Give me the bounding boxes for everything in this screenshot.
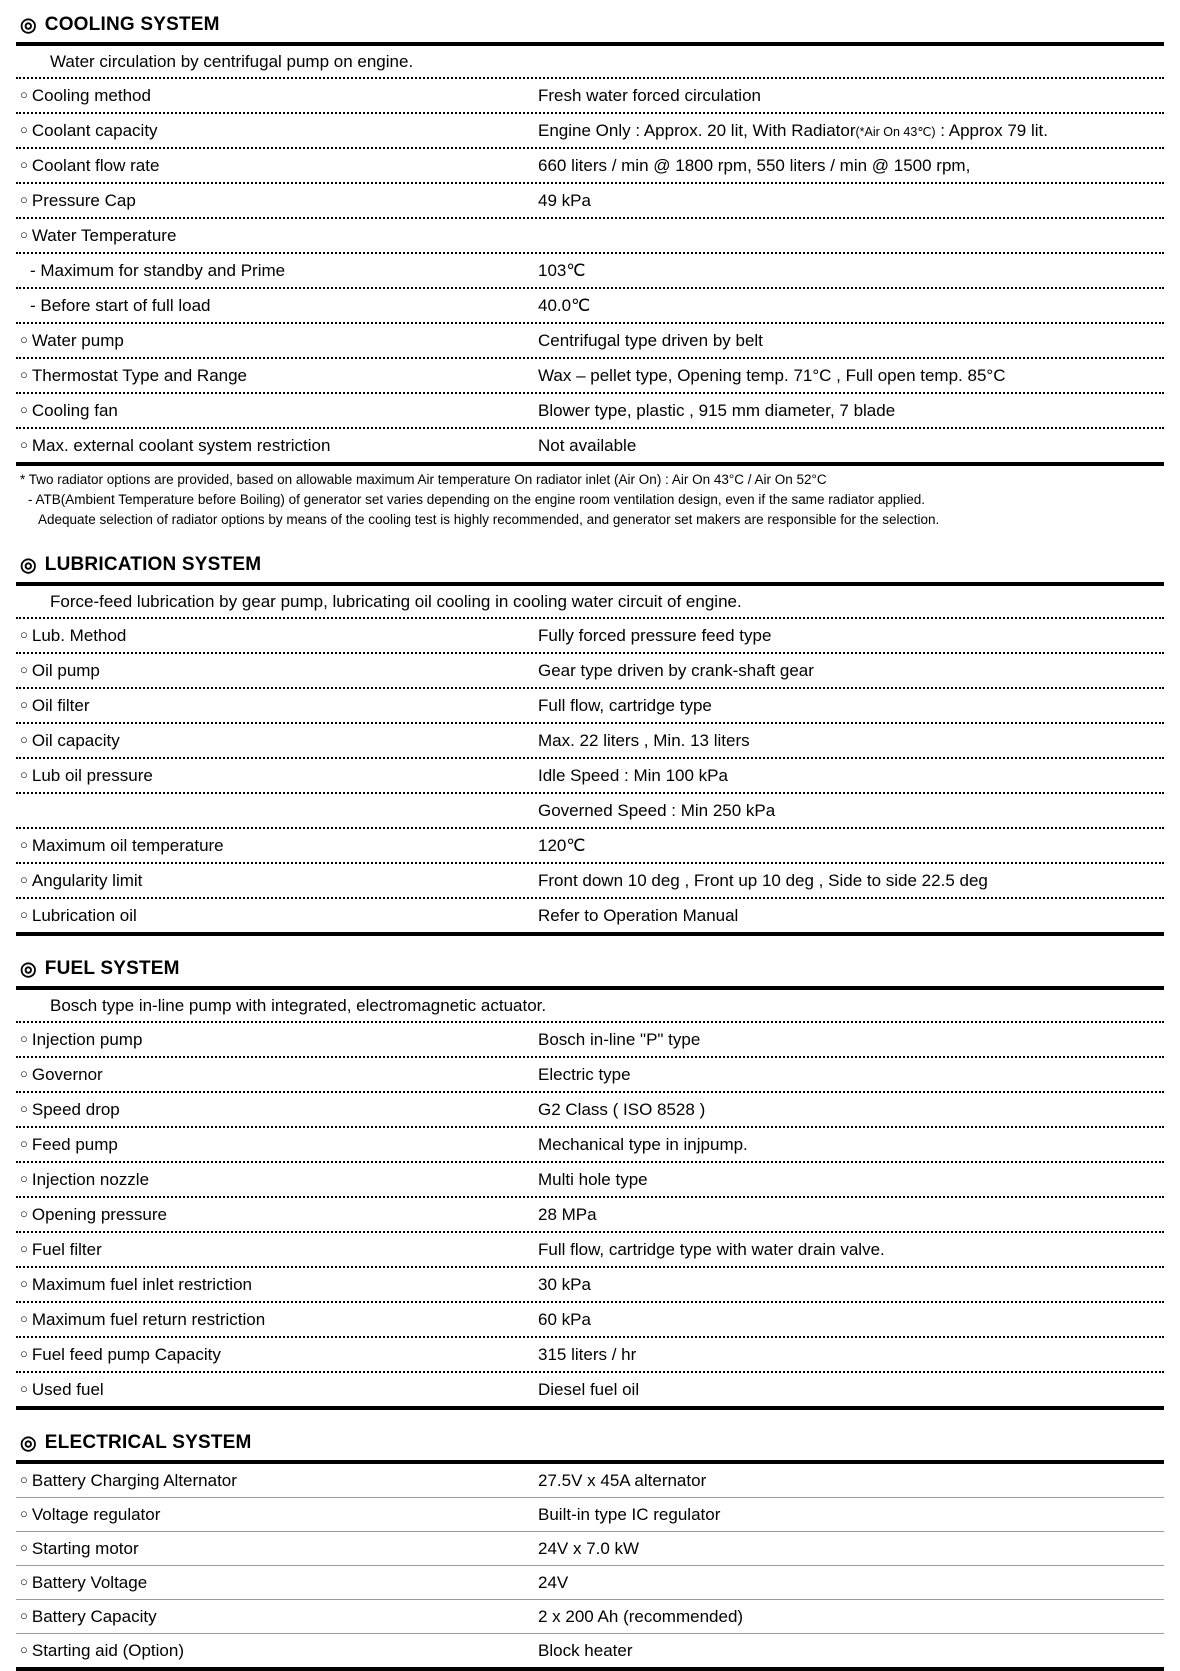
row-value-cell (538, 1135, 1164, 1155)
row-label-cell (16, 366, 538, 386)
row-value: Fresh water forced circulation (538, 85, 761, 105)
row-bullet-icon: ○ (20, 1608, 28, 1623)
spec-row (16, 1058, 1164, 1093)
row-value-cell (538, 86, 1164, 106)
row-bullet-icon: ○ (20, 367, 28, 382)
row-value: Built-in type IC regulator (538, 1504, 721, 1524)
row-value-cell (538, 156, 1164, 176)
row-label-cell (16, 1607, 538, 1627)
row-label: Battery Capacity (31, 1606, 157, 1626)
row-value: Front down 10 deg , Front up 10 deg , Side to side 22.5 deg (538, 870, 988, 890)
row-value: Multi hole type (538, 1169, 648, 1189)
row-label-cell (16, 1275, 538, 1295)
row-label: - Maximum for standby and Prime (30, 260, 286, 280)
row-label-cell (16, 1205, 538, 1225)
row-label-cell (16, 1100, 538, 1120)
row-bullet-icon: ○ (20, 662, 28, 677)
section-footnotes (16, 466, 1164, 532)
row-label: Starting motor (31, 1538, 139, 1558)
row-value-cell (538, 121, 1164, 141)
row-label-cell (16, 1471, 538, 1491)
section-intro-text: Bosch type in-line pump with integrated, electromagnetic actuator. (50, 995, 547, 1015)
row-label-cell (16, 1539, 538, 1559)
row-value-cell (538, 696, 1164, 716)
row-bullet-icon: ○ (20, 1574, 28, 1589)
row-bullet-icon: ○ (20, 87, 28, 102)
row-label: Voltage regulator (31, 1504, 161, 1524)
section-title: COOLING SYSTEM (44, 14, 220, 35)
row-bullet-icon: ○ (20, 437, 28, 452)
spec-row (16, 149, 1164, 184)
row-label-cell (16, 836, 538, 856)
row-value-cell (538, 401, 1164, 421)
row-value: 27.5V x 45A alternator (538, 1470, 707, 1490)
row-value-cell (538, 1065, 1164, 1085)
row-label-cell (16, 121, 538, 141)
row-value-cell (538, 1573, 1164, 1593)
row-bullet-icon: ○ (20, 1381, 28, 1396)
row-label: Pressure Cap (31, 190, 136, 210)
spec-row (16, 254, 1164, 289)
row-label: Maximum fuel inlet restriction (31, 1274, 252, 1294)
row-value: Mechanical type in injpump. (538, 1134, 748, 1154)
row-value: Wax – pellet type, Opening temp. 71°C , Full open temp. 85°C (538, 365, 1006, 385)
row-label-cell (16, 871, 538, 891)
row-value: 30 kPa (538, 1274, 591, 1294)
row-label-cell (16, 661, 538, 681)
row-value: Blower type, plastic , 915 mm diameter, 7 blade (538, 400, 896, 420)
spec-row (16, 1498, 1164, 1532)
spec-row (16, 1464, 1164, 1498)
row-label: Coolant flow rate (31, 155, 160, 175)
row-label: Speed drop (31, 1099, 120, 1119)
row-value: Centrifugal type driven by belt (538, 330, 763, 350)
spec-row (16, 1566, 1164, 1600)
row-value: 28 MPa (538, 1204, 597, 1224)
row-value-cell (538, 1030, 1164, 1050)
row-value: Refer to Operation Manual (538, 905, 739, 925)
row-bullet-icon: ○ (20, 1506, 28, 1521)
row-value-cell (538, 1170, 1164, 1190)
row-value-tail: : Approx 79 lit. (935, 120, 1048, 140)
row-bullet-icon: ○ (20, 1642, 28, 1657)
row-value: 24V x 7.0 kW (538, 1538, 640, 1558)
row-label: Cooling method (31, 85, 151, 105)
spec-row (16, 1338, 1164, 1373)
row-label: Opening pressure (31, 1204, 167, 1224)
section-bullet-icon: ◎ (20, 554, 37, 576)
row-value-cell (538, 1380, 1164, 1400)
row-label: Oil capacity (31, 730, 120, 750)
spec-row (16, 1532, 1164, 1566)
section-bullet-icon: ◎ (20, 958, 37, 980)
row-value: Bosch in-line "P" type (538, 1029, 701, 1049)
row-bullet-icon: ○ (20, 1472, 28, 1487)
row-value-cell (538, 1505, 1164, 1525)
row-value-cell (538, 261, 1164, 281)
row-value-cell (538, 766, 1164, 786)
row-label: Oil filter (31, 695, 90, 715)
row-value-cell (538, 366, 1164, 386)
row-label-cell (16, 86, 538, 106)
row-label: Feed pump (31, 1134, 118, 1154)
section-header-fuel (16, 954, 1164, 984)
row-value-cell (538, 1310, 1164, 1330)
spec-row (16, 184, 1164, 219)
row-label-cell (16, 1135, 538, 1155)
row-label: Starting aid (Option) (31, 1640, 184, 1660)
section-intro-text: Force-feed lubrication by gear pump, lubricating oil cooling in cooling water circuit of engine. (50, 591, 742, 611)
row-value: 60 kPa (538, 1309, 591, 1329)
spec-row (16, 724, 1164, 759)
section-intro (16, 990, 1164, 1023)
row-label-cell (16, 906, 538, 926)
row-value-cell (538, 1539, 1164, 1559)
row-label-cell (16, 226, 538, 246)
row-bullet-icon: ○ (20, 837, 28, 852)
spec-row (16, 899, 1164, 932)
row-label: Maximum fuel return restriction (31, 1309, 266, 1329)
row-label-cell (16, 1641, 538, 1661)
spec-row (16, 79, 1164, 114)
row-label: Lub oil pressure (31, 765, 153, 785)
row-bullet-icon: ○ (20, 872, 28, 887)
row-value-cell (538, 871, 1164, 891)
row-label-cell (16, 261, 538, 281)
row-label-cell (16, 296, 538, 316)
row-label: Injection nozzle (31, 1169, 150, 1189)
spec-row (16, 114, 1164, 149)
section-gap (16, 1410, 1164, 1428)
row-label: Battery Charging Alternator (31, 1470, 237, 1490)
spec-row (16, 1634, 1164, 1667)
section-header-electrical (16, 1428, 1164, 1458)
row-label-cell (16, 1380, 538, 1400)
row-value: Fully forced pressure feed type (538, 625, 772, 645)
row-value-cell (538, 801, 1164, 821)
row-label: Governor (31, 1064, 103, 1084)
row-bullet-icon: ○ (20, 697, 28, 712)
row-label-cell (16, 766, 538, 786)
spec-row (16, 1093, 1164, 1128)
row-label: Fuel feed pump Capacity (31, 1344, 221, 1364)
row-value: Gear type driven by crank-shaft gear (538, 660, 814, 680)
row-label: Used fuel (31, 1379, 104, 1399)
row-value: 2 x 200 Ah (recommended) (538, 1606, 744, 1626)
footnote-line: * Two radiator options are provided, based on allowable maximum Air temperature On radiator inlet (Air On) : Air On 43°C / Air On 52°C (20, 472, 827, 487)
section-bullet-icon: ◎ (20, 14, 37, 36)
row-bullet-icon: ○ (20, 1136, 28, 1151)
row-bullet-icon: ○ (20, 1206, 28, 1221)
row-value: 40.0℃ (538, 295, 591, 315)
spec-row (16, 1233, 1164, 1268)
row-value-cell (538, 906, 1164, 926)
row-label-cell (16, 1310, 538, 1330)
row-label-cell (16, 1030, 538, 1050)
row-value: Block heater (538, 1640, 633, 1660)
row-bullet-icon: ○ (20, 332, 28, 347)
row-bullet-icon: ○ (20, 1311, 28, 1326)
spec-row (16, 794, 1164, 829)
row-bullet-icon: ○ (20, 1241, 28, 1256)
row-label: Coolant capacity (31, 120, 158, 140)
row-value-cell (538, 1607, 1164, 1627)
row-label: Water pump (31, 330, 124, 350)
section-header-lubrication (16, 550, 1164, 580)
spec-row (16, 1268, 1164, 1303)
spec-row (16, 1600, 1164, 1634)
row-bullet-icon: ○ (20, 767, 28, 782)
row-value: 103℃ (538, 260, 586, 280)
spec-row (16, 1128, 1164, 1163)
section-gap (16, 532, 1164, 550)
row-value: Max. 22 liters , Min. 13 liters (538, 730, 750, 750)
row-value-cell (538, 436, 1164, 456)
row-label-cell (16, 1170, 538, 1190)
section-intro (16, 46, 1164, 79)
row-value-cell (538, 1240, 1164, 1260)
row-value-cell (538, 1205, 1164, 1225)
spec-row (16, 1303, 1164, 1338)
row-bullet-icon: ○ (20, 732, 28, 747)
row-value-cell (538, 331, 1164, 351)
section-title: FUEL SYSTEM (44, 958, 180, 979)
spec-row (16, 1023, 1164, 1058)
spec-row (16, 219, 1164, 254)
row-label: - Before start of full load (30, 295, 211, 315)
row-value: 120℃ (538, 835, 586, 855)
row-value: Electric type (538, 1064, 631, 1084)
row-value: 49 kPa (538, 190, 591, 210)
spec-row (16, 829, 1164, 864)
row-bullet-icon: ○ (20, 1031, 28, 1046)
row-bullet-icon: ○ (20, 227, 28, 242)
row-bullet-icon: ○ (20, 192, 28, 207)
spec-row (16, 689, 1164, 724)
row-value: 24V (538, 1572, 569, 1592)
spec-row (16, 1198, 1164, 1233)
section-title: LUBRICATION SYSTEM (44, 554, 262, 575)
row-label: Thermostat Type and Range (31, 365, 248, 385)
row-label-cell (16, 156, 538, 176)
row-value-cell (538, 191, 1164, 211)
row-bullet-icon: ○ (20, 907, 28, 922)
row-label-cell (16, 696, 538, 716)
row-bullet-icon: ○ (20, 1066, 28, 1081)
row-label-cell (16, 731, 538, 751)
section-intro-text: Water circulation by centrifugal pump on engine. (50, 51, 414, 71)
row-bullet-icon: ○ (20, 1101, 28, 1116)
row-label-cell (16, 1573, 538, 1593)
row-value-cell (538, 1275, 1164, 1295)
spec-row (16, 1373, 1164, 1406)
row-bullet-icon: ○ (20, 157, 28, 172)
row-label: Lubrication oil (31, 905, 137, 925)
row-label: Injection pump (31, 1029, 143, 1049)
row-value-note: (*Air On 43℃) (855, 124, 936, 139)
row-label-cell (16, 191, 538, 211)
row-label-cell (16, 436, 538, 456)
spec-row (16, 359, 1164, 394)
row-label: Fuel filter (31, 1239, 102, 1259)
row-bullet-icon: ○ (20, 627, 28, 642)
row-value: 660 liters / min @ 1800 rpm, 550 liters / min @ 1500 rpm, (538, 155, 971, 175)
row-label: Max. external coolant system restriction (31, 435, 331, 455)
spec-row (16, 864, 1164, 899)
row-value: Engine Only : Approx. 20 lit, With Radiator (538, 120, 856, 140)
section-bullet-icon: ◎ (20, 1432, 37, 1454)
row-label-cell (16, 1065, 538, 1085)
row-value: Not available (538, 435, 637, 455)
row-value: Governed Speed : Min 250 kPa (538, 800, 776, 820)
row-bullet-icon: ○ (20, 1276, 28, 1291)
row-value-cell (538, 1471, 1164, 1491)
row-bullet-icon: ○ (20, 122, 28, 137)
section-bottom-rule (16, 1667, 1164, 1671)
section-gap (16, 936, 1164, 954)
row-value: G2 Class ( ISO 8528 ) (538, 1099, 706, 1119)
section-header-cooling (16, 10, 1164, 40)
spec-row (16, 759, 1164, 794)
row-value: Idle Speed : Min 100 kPa (538, 765, 728, 785)
row-value-cell (538, 626, 1164, 646)
row-value-cell (538, 661, 1164, 681)
row-label: Angularity limit (31, 870, 143, 890)
section-intro (16, 586, 1164, 619)
row-label-cell (16, 401, 538, 421)
spec-row (16, 619, 1164, 654)
row-bullet-icon: ○ (20, 402, 28, 417)
row-bullet-icon: ○ (20, 1540, 28, 1555)
footnote-line: - ATB(Ambient Temperature before Boiling) of generator set varies depending on the engine room ventilation design, even if the same radiator applied. (28, 492, 926, 507)
spec-row (16, 324, 1164, 359)
row-label: Lub. Method (31, 625, 127, 645)
spec-row (16, 654, 1164, 689)
row-label-cell (16, 626, 538, 646)
row-label-cell (16, 1345, 538, 1365)
row-bullet-icon: ○ (20, 1346, 28, 1361)
row-label: Maximum oil temperature (31, 835, 224, 855)
row-value: 315 liters / hr (538, 1344, 637, 1364)
footnote-line: Adequate selection of radiator options by means of the cooling test is highly recommended, and generator set makers are responsible for the selection. (38, 512, 940, 527)
spec-row (16, 1163, 1164, 1198)
row-label-cell (16, 331, 538, 351)
row-value-cell (538, 836, 1164, 856)
row-label: Oil pump (31, 660, 100, 680)
row-value-cell (538, 1641, 1164, 1661)
spec-row (16, 429, 1164, 462)
spec-row (16, 394, 1164, 429)
row-label: Battery Voltage (31, 1572, 148, 1592)
row-value: Full flow, cartridge type with water drain valve. (538, 1239, 885, 1259)
row-label-cell (16, 1505, 538, 1525)
row-value: Diesel fuel oil (538, 1379, 640, 1399)
section-title: ELECTRICAL SYSTEM (44, 1432, 252, 1453)
row-value-cell (538, 731, 1164, 751)
row-value-cell (538, 1345, 1164, 1365)
row-label: Water Temperature (31, 225, 177, 245)
spec-row (16, 289, 1164, 324)
row-bullet-icon: ○ (20, 1171, 28, 1186)
row-label: Cooling fan (31, 400, 118, 420)
row-label-cell (16, 1240, 538, 1260)
row-value-cell (538, 1100, 1164, 1120)
row-value-cell (538, 296, 1164, 316)
row-value: Full flow, cartridge type (538, 695, 712, 715)
